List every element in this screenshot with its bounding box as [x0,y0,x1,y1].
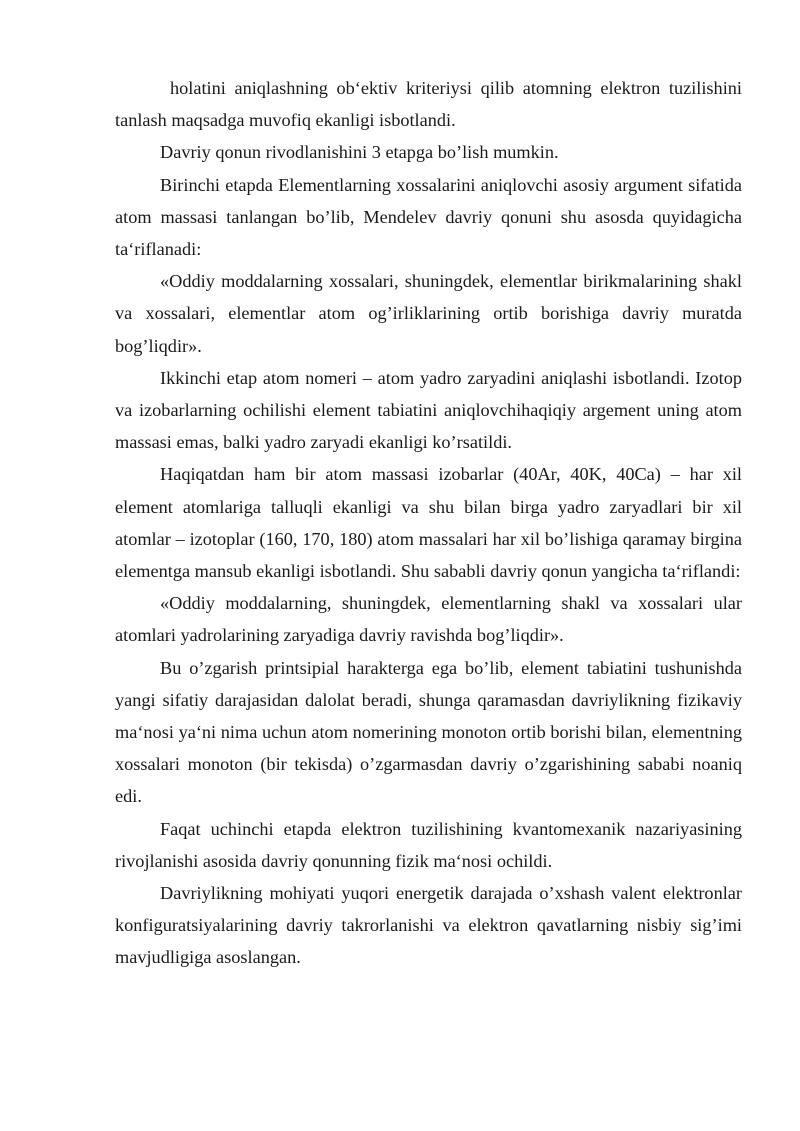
quote-paragraph: «Oddiy moddalarning, shuningdek, elementlarning shakl va xossalari ular atomlari yadrolarining zaryadiga davriy ravishda bog’liqdir». [115,593,742,646]
body-text [115,72,742,974]
paragraph: Ikkinchi etap atom nomeri – atom yadro zaryadini aniqlashi isbotlandi. Izotop va izobarlarning ochilishi element tabiatini aniqlovchihaqiqiy argement uning atom massasi emas, balki yadro zaryadi ekanligi ko’rsatildi. [115,367,742,453]
paragraph: Bu o’zgarish printsipial harakterga ega bo’lib, element tabiatini tushunishda yangi sifatiy darajasidan dalolat beradi, shunga qaramasdan davriylikning fizikaviy ma‘nosi ya‘ni nima uchun atom nomerining monoton ortib borishi bilan, elementning xossalari monoton (bir tekisda) o’zgarmasdan davriy o’zgarishining sababi noaniq edi. [115,657,742,807]
paragraph: Haqiqatdan ham bir atom massasi izobarlar (40Ar, 40K, 40Ca) – har xil element atomlariga talluqli ekanligi va shu bilan birga yadro zaryadlari bir xil atomlar – izotoplar (160, 170, 180) atom massalari har xil bo’lishiga qaramay birgina elementga mansub ekanligi isbotlandi. Shu sababli davriy qonun yangicha ta‘riflandi: [115,464,742,582]
paragraph: Birinchi etapda Elementlarning xossalarini aniqlovchi asosiy argument sifatida atom massasi tanlangan bo’lib, Mendelev davriy qonuni shu asosda quyidagicha ta‘riflanadi: [115,174,742,260]
paragraph: holatini aniqlashning ob‘ektiv kriteriysi qilib atomning elektron tuzilishini tanlash maqsadga muvofiq ekanligi isbotlandi. [115,78,742,131]
paragraph: Davriylikning mohiyati yuqori energetik darajada o’xshash valent elektronlar konfiguratsiyalarining davriy takrorlanishi va elektron qavatlarning nisbiy sig’imi mavjudligiga asoslangan. [115,883,742,968]
paragraph: Faqat uchinchi etapda elektron tuzilishining kvantomexanik nazariyasining rivojlanishi asosida davriy qonunning fizik ma‘nosi ochildi. [115,818,742,871]
paragraph: Davriy qonun rivodlanishini 3 etapga bo’lish mumkin. [160,142,559,163]
quote-paragraph: «Oddiy moddalarning xossalari, shuningdek, elementlar birikmalarining shakl va xossalari, elementlar atom og’irliklarining ortib borishiga davriy muratda bog’liqdir». [115,271,742,356]
